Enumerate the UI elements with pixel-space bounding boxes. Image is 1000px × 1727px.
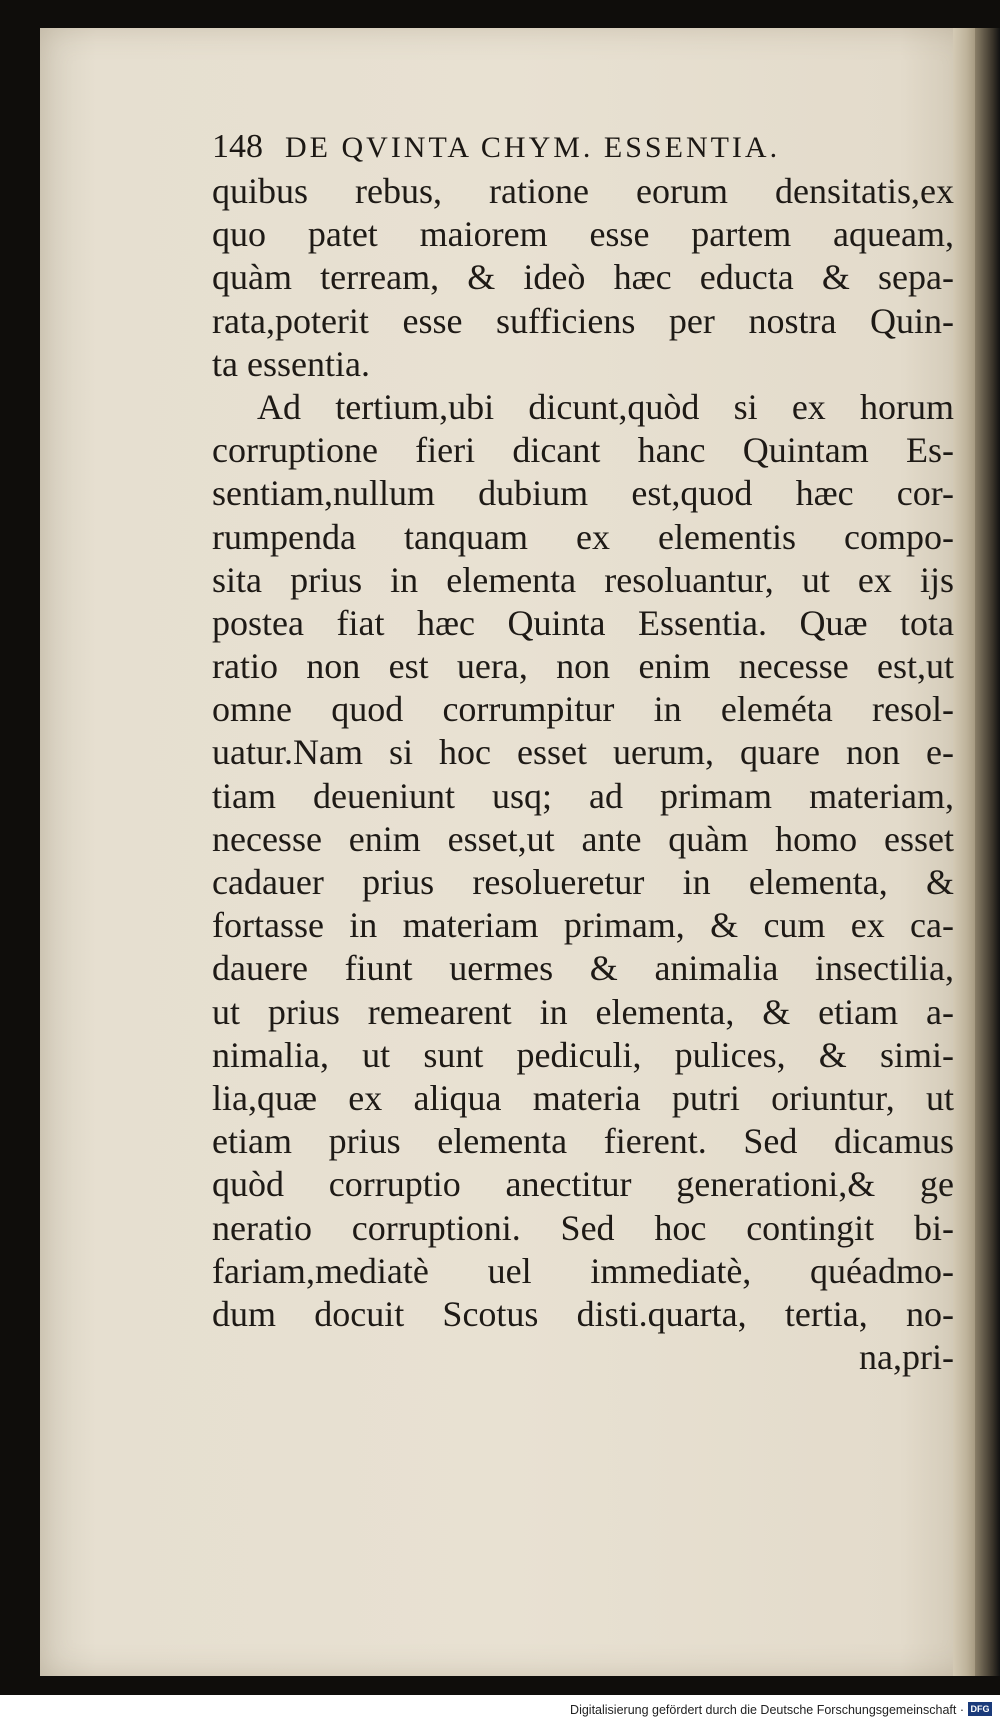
dfg-logo: DFG bbox=[968, 1702, 992, 1716]
text-line: fariam,mediatè uel immediatè, quéadmo- bbox=[212, 1250, 954, 1291]
running-head-title: DE QVINTA CHYM. ESSENTIA. bbox=[285, 131, 781, 164]
text-line: lia,quæ ex aliqua materia putri oriuntur, ut bbox=[212, 1077, 954, 1118]
text-line: quàm terream, & ideò hæc educta & sepa- bbox=[212, 257, 954, 298]
text-line: quo patet maiorem esse partem aqueam, bbox=[212, 214, 954, 255]
text-line: dauere fiunt uermes & animalia insectilia, bbox=[212, 948, 954, 989]
text-line: sentiam,nullum dubium est,quod hæc cor- bbox=[212, 473, 954, 514]
page-edge-shadow bbox=[953, 28, 975, 1676]
page-number: 148 bbox=[212, 128, 263, 165]
text-line: quòd corruptio anectitur generationi,& ge bbox=[212, 1164, 954, 1205]
book-edge bbox=[975, 28, 1000, 1676]
text-line: ratio non est uera, non enim necesse est,ut bbox=[212, 646, 954, 687]
text-line: tiam deueniunt usq; ad primam materiam, bbox=[212, 775, 954, 816]
text-line: corruptione fieri dicant hanc Quintam Es- bbox=[212, 430, 954, 471]
text-line: etiam prius elementa fierent. Sed dicamus bbox=[212, 1121, 954, 1162]
body-text bbox=[212, 170, 954, 1379]
text-line: rata,poterit esse sufficiens per nostra Quin- bbox=[212, 300, 954, 341]
text-line: cadauer prius resolueretur in elementa, & bbox=[212, 862, 954, 902]
funding-credit: Digitalisierung gefördert durch die Deutsche Forschungsgemeinschaft · bbox=[570, 1703, 964, 1717]
text-line: Ad tertium,ubi dicunt,quòd si ex horum bbox=[257, 386, 954, 427]
text-line: sita prius in elementa resoluantur, ut ex ijs bbox=[212, 559, 954, 600]
catchword: na,pri- bbox=[859, 1337, 954, 1378]
text-line: ut prius remearent in elementa, & etiam a- bbox=[212, 991, 954, 1032]
text-line: ta essentia. bbox=[212, 343, 370, 384]
text-line: postea fiat hæc Quinta Essentia. Quæ tota bbox=[212, 602, 954, 643]
text-line: uatur.Nam si hoc esset uerum, quare non e- bbox=[212, 732, 954, 773]
text-line: quibus rebus, ratione eorum densitatis,ex bbox=[212, 171, 954, 211]
text-line: omne quod corrumpitur in eleméta resol- bbox=[212, 689, 954, 730]
text-line: nimalia, ut sunt pediculi, pulices, & simi- bbox=[212, 1034, 954, 1075]
text-line: dum docuit Scotus disti.quarta, tertia, no- bbox=[212, 1293, 954, 1334]
running-header bbox=[212, 128, 902, 166]
text-line: fortasse in materiam primam, & cum ex ca- bbox=[212, 905, 954, 946]
text-line: necesse enim esset,ut ante quàm homo esset bbox=[212, 818, 954, 859]
text-line: neratio corruptioni. Sed hoc contingit bi- bbox=[212, 1207, 954, 1248]
text-line: rumpenda tanquam ex elementis compo- bbox=[212, 516, 954, 557]
